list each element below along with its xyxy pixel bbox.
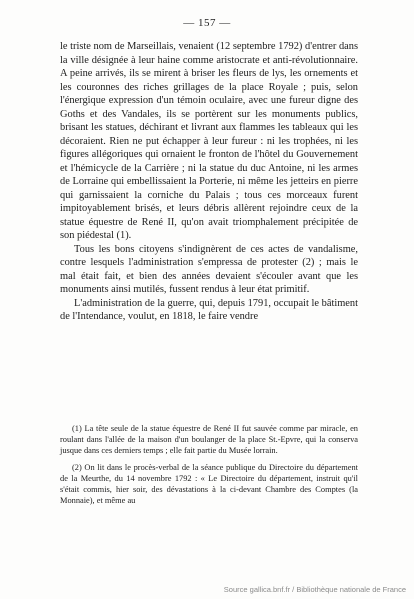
paragraph-1: le triste nom de Marseillais, venaient (12 septembre 1792) d'entrer dans la ville désignée à leur haine comme aristocrate et anti-révolutionnaire. A peine arrivés, ils se mirent à briser les fleurs de lys, les ornements et les couronnes des riches grillages de la place Royale ; puis, selon l'énergique expression d'un témoin oculaire, avec une fureur digne des Goths et des Vandales, ils se portèrent sur les monuments publics, brisant les statues, déchirant et livrant aux flammes les tableaux qui les décoraient. Rien ne put échapper à leur fureur : ni les trophées, ni les figures allégoriques qui ornaient le fronton de l'hôtel du Gouvernement et l'hémicycle de la Carrière ; ni la statue du duc Antoine, ni les armes de Lorraine qui embellissaient la Porterie, ni même les jetteirs en pierre qui garnissaient la corniche du Palais ; tous ces morceaux furent impitoyablement brisés, et leurs débris allèrent rejoindre ceux de la statue équestre de René II, qu'on avait triomphalement précipitée de son piédestal (1). (60, 41, 358, 241)
page-number: — 157 — (183, 17, 231, 29)
footnote-1: (1) La tête seule de la statue équestre de René II fut sauvée comme par miracle, en roulant dans l'allée de la maison d'un boulanger de la place St.-Epvre, qui la conserva jusque dans ces derniers temps ; elle fait partie du Musée lorrain. (60, 424, 358, 455)
footnote-2: (2) On lit dans le procès-verbal de la séance publique du Directoire du département de la Meurthe, du 14 novembre 1792 : « Le Directoire du département, instruit qu'il s'était commis, hier soir, des dévastations à la ci-devant Chambre des Comptes (la Monnaie), et même au (60, 463, 358, 505)
source-credit: Source gallica.bnf.fr / Bibliothèque nationale de France (223, 585, 406, 594)
paragraph-2: Tous les bons citoyens s'indignèrent de ces actes de vandalisme, contre lesquels l'administration s'empressa de protester (2) ; mais le mal était fait, et bien des années devaient s'écouler avant que les monuments ainsi mutilés, fussent rendus à leur état primitif. (60, 243, 358, 295)
main-text (60, 40, 358, 324)
paragraph-3: L'administration de la guerre, qui, depuis 1791, occupait le bâtiment de l'Intendance, voulut, en 1818, le faire vendre (60, 297, 358, 322)
footnotes (60, 423, 358, 512)
